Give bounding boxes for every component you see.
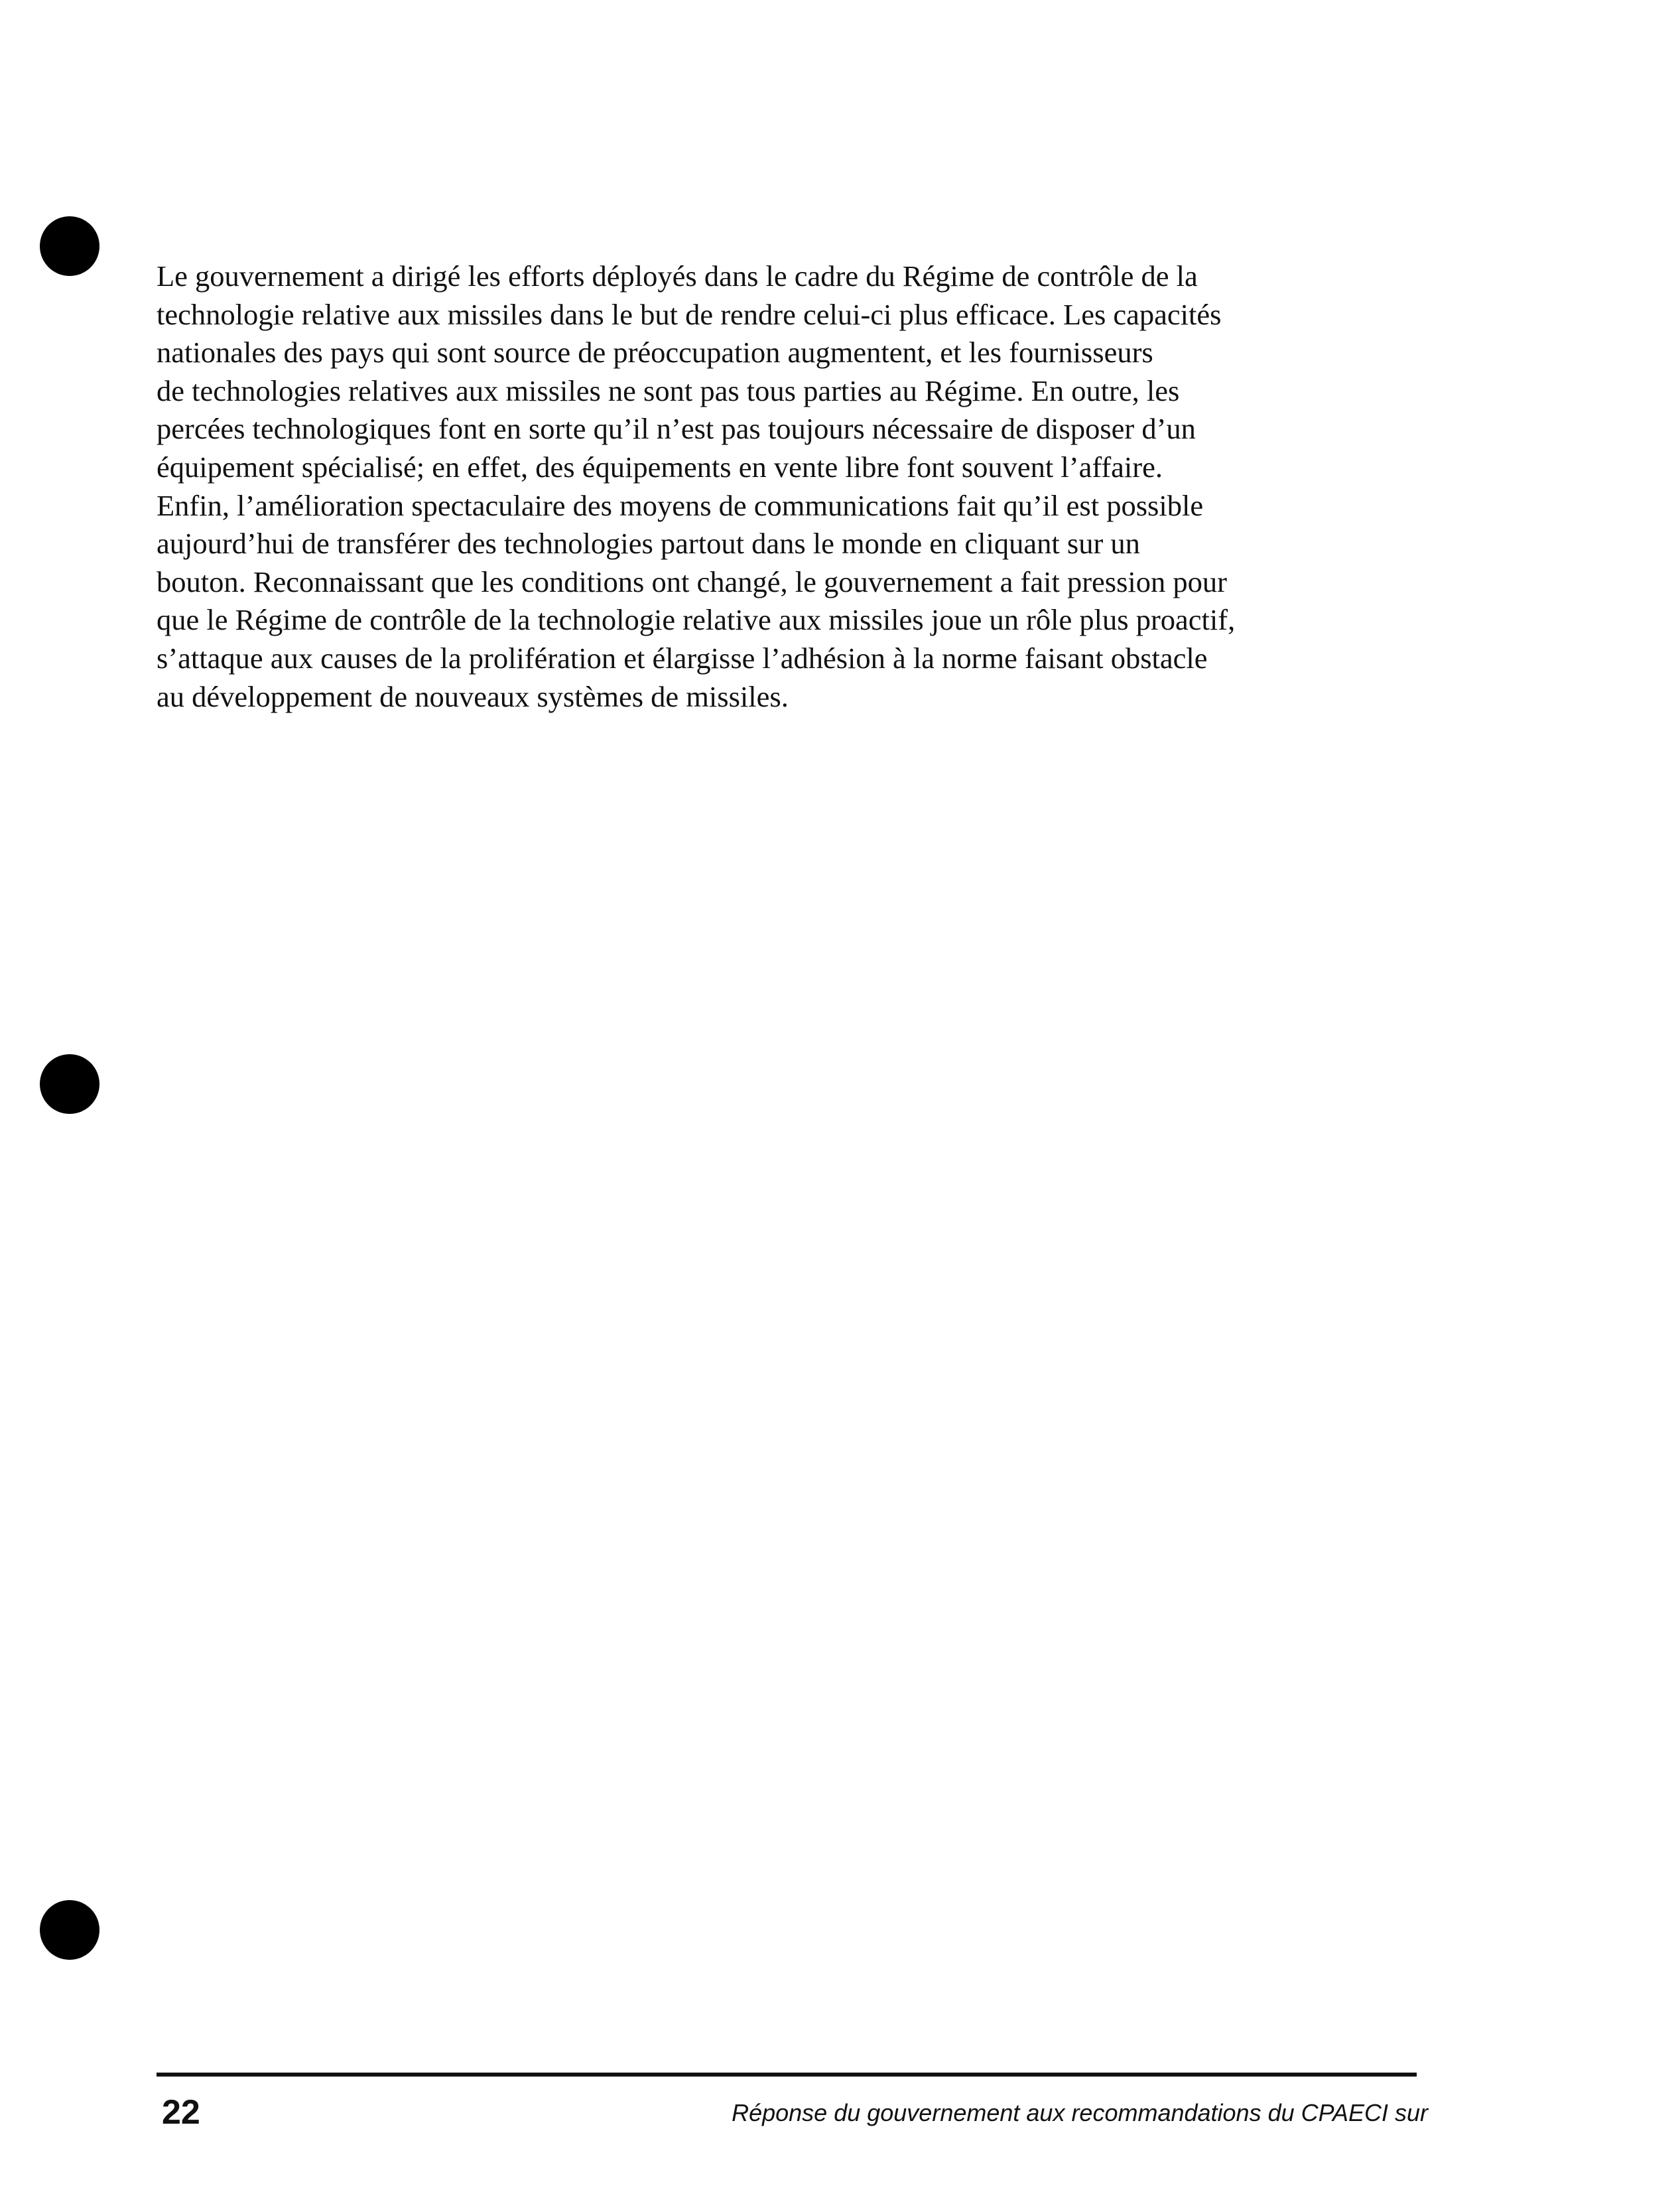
running-footer-title: Réponse du gouvernement aux recommandations du CPAECI sur (732, 2099, 1428, 2126)
paragraph-line-2: technologie relative aux missiles dans le but de rendre celui-ci plus efficace. Les capacités (157, 297, 1222, 331)
binder-hole-top (40, 216, 99, 276)
binder-hole-bottom (40, 1900, 99, 1960)
paragraph-line-5: percées technologiques font en sorte qu’il n’est pas toujours nécessaire de disposer d’un (157, 412, 1196, 446)
paragraph-line-7: Enfin, l’amélioration spectaculaire des moyens de communications fait qu’il est possible (157, 488, 1204, 522)
binder-hole-middle (40, 1054, 99, 1114)
paragraph-line-4: de technologies relatives aux missiles ne sont pas tous parties au Régime. En outre, les (157, 374, 1180, 407)
paragraph-line-8: aujourd’hui de transférer des technologies partout dans le monde en cliquant sur un (157, 527, 1140, 561)
paragraph-line-11: s’attaque aux causes de la prolifération et élargisse l’adhésion à la norme faisant obstacle (157, 641, 1208, 675)
page-number: 22 (162, 2093, 200, 2132)
paragraph-line-9: bouton. Reconnaissant que les conditions ont changé, le gouvernement a fait pression pour (157, 565, 1227, 598)
paragraph-line-3: nationales des pays qui sont source de préoccupation augmentent, et les fournisseurs (157, 336, 1153, 370)
paragraph-line-1: Le gouvernement a dirigé les efforts déployés dans le cadre du Régime de contrôle de la (157, 259, 1198, 293)
paragraph-line-12: au développement de nouveaux systèmes de missiles. (157, 679, 789, 713)
paragraph-line-10: que le Régime de contrôle de la technologie relative aux missiles joue un rôle plus proactif, (157, 603, 1236, 637)
paragraph-line-6: équipement spécialisé; en effet, des équipements en vente libre font souvent l’affaire. (157, 450, 1163, 484)
footer-divider (157, 2073, 1417, 2077)
body-paragraph (157, 257, 1443, 716)
